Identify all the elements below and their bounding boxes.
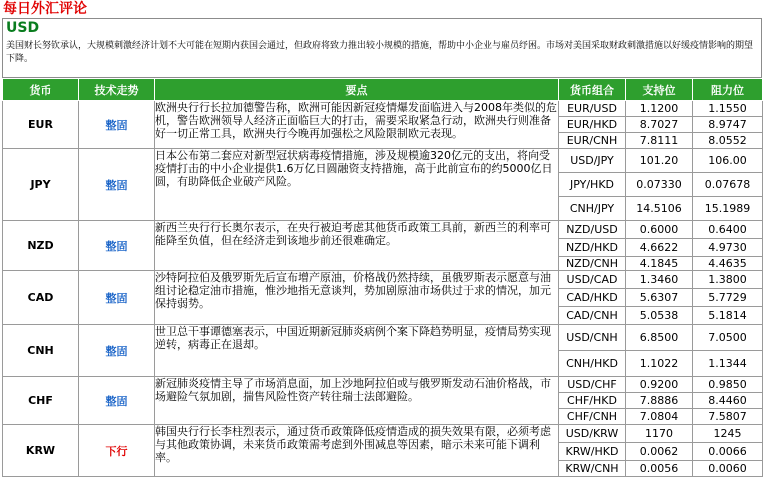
- note-cell: 世卫总干事谭德塞表示，中国近期新冠肺炎病例个案下降趋势明显，疫情局势实现逆转，病毒正在退却。: [155, 325, 559, 377]
- pair-cell: NZD/HKD: [559, 239, 626, 257]
- currency-cell: NZD: [3, 221, 79, 271]
- support-cell: 0.07330: [626, 173, 693, 197]
- support-cell: 0.0062: [626, 443, 693, 461]
- resistance-cell: 8.0552: [693, 133, 763, 149]
- table-row: [3, 377, 763, 393]
- header-support: 支持位: [626, 79, 693, 101]
- resistance-cell: 0.0066: [693, 443, 763, 461]
- pair-cell: KRW/CNH: [559, 461, 626, 477]
- support-cell: 5.6307: [626, 289, 693, 307]
- support-cell: 1.3460: [626, 271, 693, 289]
- support-cell: 4.1845: [626, 257, 693, 271]
- currency-cell: EUR: [3, 101, 79, 149]
- note-cell: 新西兰央行行长奥尔表示，在央行被迫考虑其他货币政策工具前，新西兰的利率可能降至负值，但在经济走到该地步前还很难确定。: [155, 221, 559, 271]
- table-row: [3, 425, 763, 443]
- support-cell: 7.8111: [626, 133, 693, 149]
- pair-cell: CNH/JPY: [559, 197, 626, 221]
- resistance-cell: 7.5807: [693, 409, 763, 425]
- currency-cell: JPY: [3, 149, 79, 221]
- table-row: [3, 221, 763, 239]
- currency-cell: CHF: [3, 377, 79, 425]
- resistance-cell: 1.1550: [693, 101, 763, 117]
- support-cell: 14.5106: [626, 197, 693, 221]
- table-row: [3, 325, 763, 351]
- pair-cell: CHF/HKD: [559, 393, 626, 409]
- note-cell: 沙特阿拉伯及俄罗斯先后宣布增产原油，价格战仍然持续，虽俄罗斯表示愿意与油组讨论稳定油市措施，惟沙地指无意谈判，势加剧原油市场供过于求的情况，加元保持弱势。: [155, 271, 559, 325]
- note-cell: 日本公布第二套应对新型冠状病毒疫情措施，涉及规模逾320亿元的支出，将向受疫情打击的中小企业提供1.6万亿日圆融资支持措施，高于此前宣布的约5000亿日圆，有助降低企业破产风险。: [155, 149, 559, 221]
- resistance-cell: 0.9850: [693, 377, 763, 393]
- resistance-cell: 8.9747: [693, 117, 763, 133]
- table-row: [3, 101, 763, 117]
- pair-cell: CAD/CNH: [559, 307, 626, 325]
- support-cell: 1.1022: [626, 351, 693, 377]
- support-cell: 0.9200: [626, 377, 693, 393]
- trend-cell: 整固: [79, 101, 155, 149]
- resistance-cell: 1245: [693, 425, 763, 443]
- resistance-cell: 15.1989: [693, 197, 763, 221]
- resistance-cell: 0.6400: [693, 221, 763, 239]
- support-cell: 101.20: [626, 149, 693, 173]
- resistance-cell: 5.7729: [693, 289, 763, 307]
- support-cell: 1.1200: [626, 101, 693, 117]
- pair-cell: CHF/CNH: [559, 409, 626, 425]
- trend-cell: 下行: [79, 425, 155, 477]
- pair-cell: EUR/CNH: [559, 133, 626, 149]
- support-cell: 0.0056: [626, 461, 693, 477]
- header-pair: 货币组合: [559, 79, 626, 101]
- resistance-cell: 7.0500: [693, 325, 763, 351]
- support-cell: 0.6000: [626, 221, 693, 239]
- trend-cell: 整固: [79, 149, 155, 221]
- resistance-cell: 0.07678: [693, 173, 763, 197]
- fx-table: [2, 78, 763, 477]
- pair-cell: NZD/USD: [559, 221, 626, 239]
- usd-summary-text: 美国财长努钦承认，大规模刺激经济计划不大可能在短期内获国会通过，但政府将致力推出较小规模的措施，帮助中小企业与雇员纾困。市场对美国采取财政刺激措施以好缓疫情影响的期望下降。: [6, 41, 754, 64]
- trend-cell: 整固: [79, 325, 155, 377]
- header-notes: 要点: [155, 79, 559, 101]
- currency-cell: CNH: [3, 325, 79, 377]
- support-cell: 8.7027: [626, 117, 693, 133]
- trend-cell: 整固: [79, 271, 155, 325]
- pair-cell: CNH/HKD: [559, 351, 626, 377]
- trend-cell: 整固: [79, 377, 155, 425]
- support-cell: 7.0804: [626, 409, 693, 425]
- resistance-cell: 8.4460: [693, 393, 763, 409]
- pair-cell: NZD/CNH: [559, 257, 626, 271]
- table-row: [3, 271, 763, 289]
- pair-cell: USD/JPY: [559, 149, 626, 173]
- resistance-cell: 1.3800: [693, 271, 763, 289]
- support-cell: 5.0538: [626, 307, 693, 325]
- header-currency: 货币: [3, 79, 79, 101]
- page-title: 每日外汇评论: [3, 1, 87, 17]
- pair-cell: CAD/HKD: [559, 289, 626, 307]
- resistance-cell: 4.9730: [693, 239, 763, 257]
- pair-cell: USD/CAD: [559, 271, 626, 289]
- resistance-cell: 1.1344: [693, 351, 763, 377]
- support-cell: 6.8500: [626, 325, 693, 351]
- note-cell: 新冠肺炎疫情主导了市场消息面，加上沙地阿拉伯或与俄罗斯发动石油价格战，市场避险气氛加剧，揣售风险性资产转往瑞士法郎避险。: [155, 377, 559, 425]
- resistance-cell: 4.4635: [693, 257, 763, 271]
- support-cell: 1170: [626, 425, 693, 443]
- note-cell: 韩国央行行长李柱烈表示，通过货币政策降低疫情造成的损失效果有限，必须考虑与其他政策协调，未来货币政策需考虑到外围减息等因素，暗示未来可能下调利率。: [155, 425, 559, 477]
- table-header-row: [3, 79, 763, 101]
- note-cell: 欧洲央行行长拉加德警告称，欧洲可能因新冠疫情爆发面临进入与2008年类似的危机，警告欧洲领导人经济正面临巨大的打击，需要采取紧急行动，欧洲央行则准备好一切正常工具，欧洲央行今晚再加强松之风险限制欧元表现。: [155, 101, 559, 149]
- usd-summary-box: [2, 18, 762, 78]
- pair-cell: USD/CHF: [559, 377, 626, 393]
- table-row: [3, 149, 763, 173]
- pair-cell: USD/KRW: [559, 425, 626, 443]
- support-cell: 7.8886: [626, 393, 693, 409]
- resistance-cell: 5.1814: [693, 307, 763, 325]
- currency-cell: KRW: [3, 425, 79, 477]
- pair-cell: JPY/HKD: [559, 173, 626, 197]
- currency-cell: CAD: [3, 271, 79, 325]
- resistance-cell: 106.00: [693, 149, 763, 173]
- trend-cell: 整固: [79, 221, 155, 271]
- pair-cell: EUR/USD: [559, 101, 626, 117]
- header-resistance: 阻力位: [693, 79, 763, 101]
- pair-cell: KRW/HKD: [559, 443, 626, 461]
- support-cell: 4.6622: [626, 239, 693, 257]
- usd-heading: USD: [6, 20, 40, 36]
- resistance-cell: 0.0060: [693, 461, 763, 477]
- pair-cell: USD/CNH: [559, 325, 626, 351]
- header-trend: 技术走势: [79, 79, 155, 101]
- pair-cell: EUR/HKD: [559, 117, 626, 133]
